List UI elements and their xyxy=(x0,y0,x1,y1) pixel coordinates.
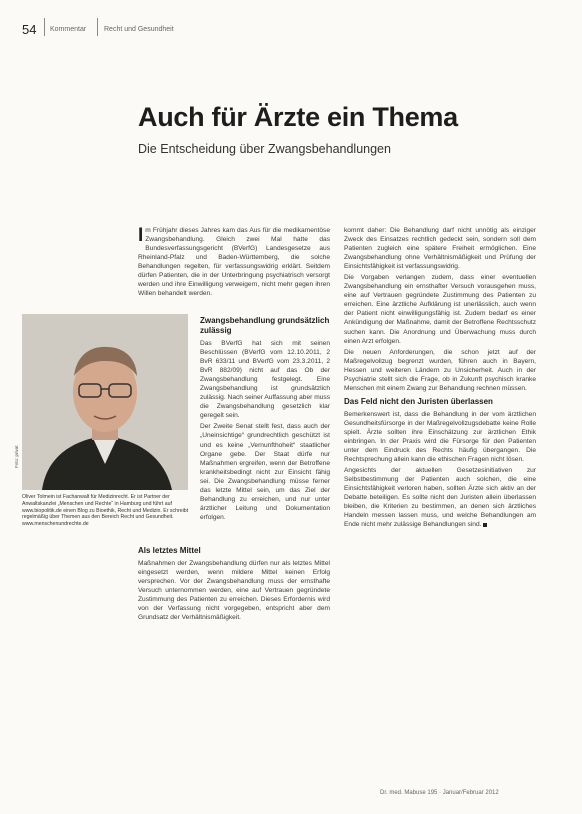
header-divider xyxy=(44,18,45,36)
paragraph: Bemerkenswert ist, dass die Behandlung in der vom ärztlichen Gesundheitsfürsorge in der Maßregelvollzugsdebatte keine Rolle spielt. Ärzte sollten ihre Einschätzung zur ärztlichen Ethik einbringen. In der Praxis wird die Fürsorge für den Patienten unter dem Eindruck des Rechts häufig übergangen. Die Rechtsprechung allein kann die ethischen Fragen nicht lösen. xyxy=(344,410,536,464)
column-1-lower xyxy=(138,542,330,778)
paragraph xyxy=(344,466,536,529)
page-header xyxy=(22,12,560,36)
intro-paragraph: m Frühjahr dieses Jahres kam das Aus für die medikamentöse Zwangsbehandlung. Gleich zwei Mal hatte das Bundesverfassungsgericht (BVerfG) Landesgesetze aus Rheinland-Pfalz und Baden-Württemberg, die solche Behandlungen regelten, für verfassungswidrig erklärt. Seitdem dürfen Patienten, die in der Unterbringung psychiatrisch versorgt werden und ihre Einwilligung verweigern, nicht mehr gegen ihren Willen behandelt werden. xyxy=(138,227,330,298)
article-subtitle: Die Entscheidung über Zwangsbehandlungen xyxy=(138,142,391,156)
header-rubric: Recht und Gesundheit xyxy=(104,26,174,33)
header-section: Kommentar xyxy=(50,26,87,33)
header-divider xyxy=(97,18,98,36)
footer-journal: Dr. med. Mabuse 195 · Januar/Februar 2012 xyxy=(380,790,499,796)
paragraph: Die neuen Anforderungen, die schon jetzt auf der Maßregelvollzug begrenzt wurden, führen auch in Bayern, Hessen und weiteren Ländern zu Unsicherheit. Auch in der Psychiatrie stellt sich die Frage, ob in Zukunft psychisch kranke Menschen mit einem Zwang zur Behandlung rechnen müssen. xyxy=(344,348,536,392)
paragraph: Die Vorgaben verlangen zudem, dass einer eventuellen Zwangsbehandlung ein ernsthafter Versuch vorausgehen muss, eine auf Vertrauen gegründete Zustimmung des Patienten zu erreichen. Eine ärztliche Aufklärung ist unerlässlich, auch wenn der Patient nicht einwilligungsfähig ist. Zudem bedarf es einer Ankündigung der Maßnahme, damit der Betroffene Rechtsschutz suchen kann. Die Anordnung und Überwachung muss durch einen Arzt erfolgen. xyxy=(344,274,536,345)
page-number: 54 xyxy=(22,22,37,37)
paragraph: Das BVerfG hat sich mit seinen Beschlüssen (BVerfG vom 12.10.2011, 2 BvR 633/11 und BVerfG vom 23.3.2011, 2 BvR 882/09) nicht auf das Ob der Zwangsbehandlung festgelegt. Eine Zwangsbehandlung ist grundsätzlich zulässig. Nach seiner Auffassung aber muss die Zwangsbehandlung gesetzlich klar geregelt sein. xyxy=(200,340,330,420)
article-title: Auch für Ärzte ein Thema xyxy=(138,102,458,132)
author-photo xyxy=(22,314,188,490)
heading-feld-juristen: Das Feld nicht den Juristen überlassen xyxy=(344,396,493,406)
column-1-narrow xyxy=(200,312,330,540)
drop-cap: I xyxy=(138,226,144,246)
paragraph: Maßnahmen der Zwangsbehandlung dürfen nur als letztes Mittel eingesetzt werden, wenn mildere Mittel keinen Erfolg versprechen. Vor der Zwangsbehandlung muss der ernsthafte Versuch unternommen werden, eine auf Vertrauen gegründete Zustimmung des Patienten zu erreichen. Dieses Erfordernis wird von der Verfassung nicht vorgegeben, entspricht aber dem Grundsatz der Verhältnismäßigkeit. xyxy=(138,560,330,622)
paragraph: Der Zweite Senat stellt fest, dass auch der „Uneinsichtige“ grundrechtlich geschützt ist und es keine „Vernunfthoheit“ staatlicher Organe gebe. Der Staat dürfe nur Maßnahmen ergreifen, wenn der Betroffene krankheitsbedingt nicht zur Einsicht fähig sei. Die Zwangsbehandlung müsse ferner das letzte Mittel sein, um das Ziel der Behandlung zu erreichen, und nur unter ärztlicher Leitung und Dokumentation erfolgen. xyxy=(200,423,330,521)
paragraph: kommt daher: Die Behandlung darf nicht unnötig als einziger Zweck des Einsatzes rechtlich gedeckt sein, sondern soll dem Patienten zugleich eine spätere Freiheit ermöglichen. Eine Zwangsbehandlung ohne Verhältnismäßigkeit und Prüfung der Einsichtsfähigkeit ist verfassungswidrig. xyxy=(344,227,536,271)
heading-letztes-mittel: Als letztes Mittel xyxy=(138,546,201,555)
column-1-intro xyxy=(138,226,330,310)
heading-zulaessig: Zwangsbehandlung grundsätzlich zulässig xyxy=(200,316,330,335)
closing-paragraph-text: Angesichts der aktuellen Gesetzesinitiativen zur Selbstbestimmung der Patienten auch solchen, die eine Einsichtsfähigkeit verloren haben, sollten Ärzte sich aktiv an der Debatte beteiligen. Es sollte nicht den Juristen allein überlassen bleiben, die Kriterien zu bestimmen, an denen sich ärztliches Handeln messen lassen muss, und welche Behandlungen am Ende nicht mehr zulässige Behandlungen sind. xyxy=(344,467,536,529)
end-mark-icon xyxy=(483,523,487,527)
photo-credit: Foto: privat xyxy=(14,445,19,468)
author-portrait-image xyxy=(22,314,188,490)
photo-caption: Oliver Tolmein ist Fachanwalt für Medizinrecht. Er ist Partner der Anwaltskanzlei „Menschen und Rechte“ in Hamburg und führt auf www.biopolitik.de einen Blog zu Bioethik, Recht und Medizin. Er schreibt regelmäßig über Themen aus den Bereich Recht und Gesundheit. www.menschenundrechte.de xyxy=(22,494,189,528)
column-2 xyxy=(344,226,536,778)
